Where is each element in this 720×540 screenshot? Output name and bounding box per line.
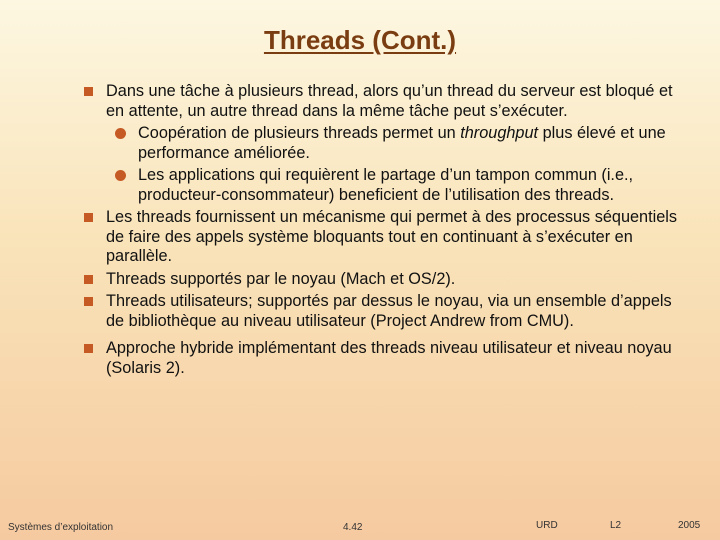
footer-page-number: 4.42: [343, 522, 363, 533]
bullet-text: Threads utilisateurs; supportés par dessus le noyau, via un ensemble d’appels de bibliothèque au niveau utilisateur (Project Andrew from CMU).: [106, 292, 672, 330]
round-bullet-icon: [115, 128, 126, 139]
bullet-item-4: [84, 292, 684, 331]
square-bullet-icon: [84, 297, 93, 306]
sub-bullet-item-1: [84, 124, 684, 163]
square-bullet-icon: [84, 213, 93, 222]
footer-year: 2005: [678, 520, 701, 531]
square-bullet-icon: [84, 87, 93, 96]
bullet-text: Approche hybride implémentant des threads niveau utilisateur et niveau noyau (Solaris 2).: [106, 339, 672, 377]
slide-title: Threads (Cont.): [263, 25, 457, 55]
square-bullet-icon: [84, 344, 93, 353]
footer-course: Systèmes d’exploitation: [8, 522, 114, 533]
sub-bullet-item-2: [84, 166, 684, 205]
sub-bullet-text-pre: Coopération de plusieurs threads permet un: [138, 124, 461, 142]
bullet-item-2: [84, 208, 684, 267]
bullet-text: Les threads fournissent un mécanisme qui permet à des processus séquentiels de faire des appels système bloquants tout en continuant à s’exécuter en parallèle.: [106, 208, 678, 265]
bullet-item-1: [84, 82, 684, 121]
sub-bullet-text: Les applications qui requièrent le partage d’un tampon commun (i.e., producteur-consommateur) beneficient de l’utilisation des threads.: [138, 166, 634, 204]
footer-level: L2: [610, 520, 622, 531]
bullet-item-3: [84, 270, 684, 290]
round-bullet-icon: [115, 170, 126, 181]
sub-bullet-emphasis: throughput: [460, 124, 539, 142]
bullet-text: Dans une tâche à plusieurs thread, alors qu’un thread du serveur est bloqué et en attente, un autre thread dans la même tâche peut s’exécuter.: [106, 82, 673, 120]
footer-org: URD: [536, 520, 558, 531]
sub-bullet-text-post: plus élevé et une performance améliorée.: [138, 124, 666, 162]
bullet-text: Threads supportés par le noyau (Mach et OS/2).: [106, 269, 456, 288]
square-bullet-icon: [84, 275, 93, 284]
slide-content: [84, 82, 684, 381]
bullet-item-5: [84, 339, 684, 378]
